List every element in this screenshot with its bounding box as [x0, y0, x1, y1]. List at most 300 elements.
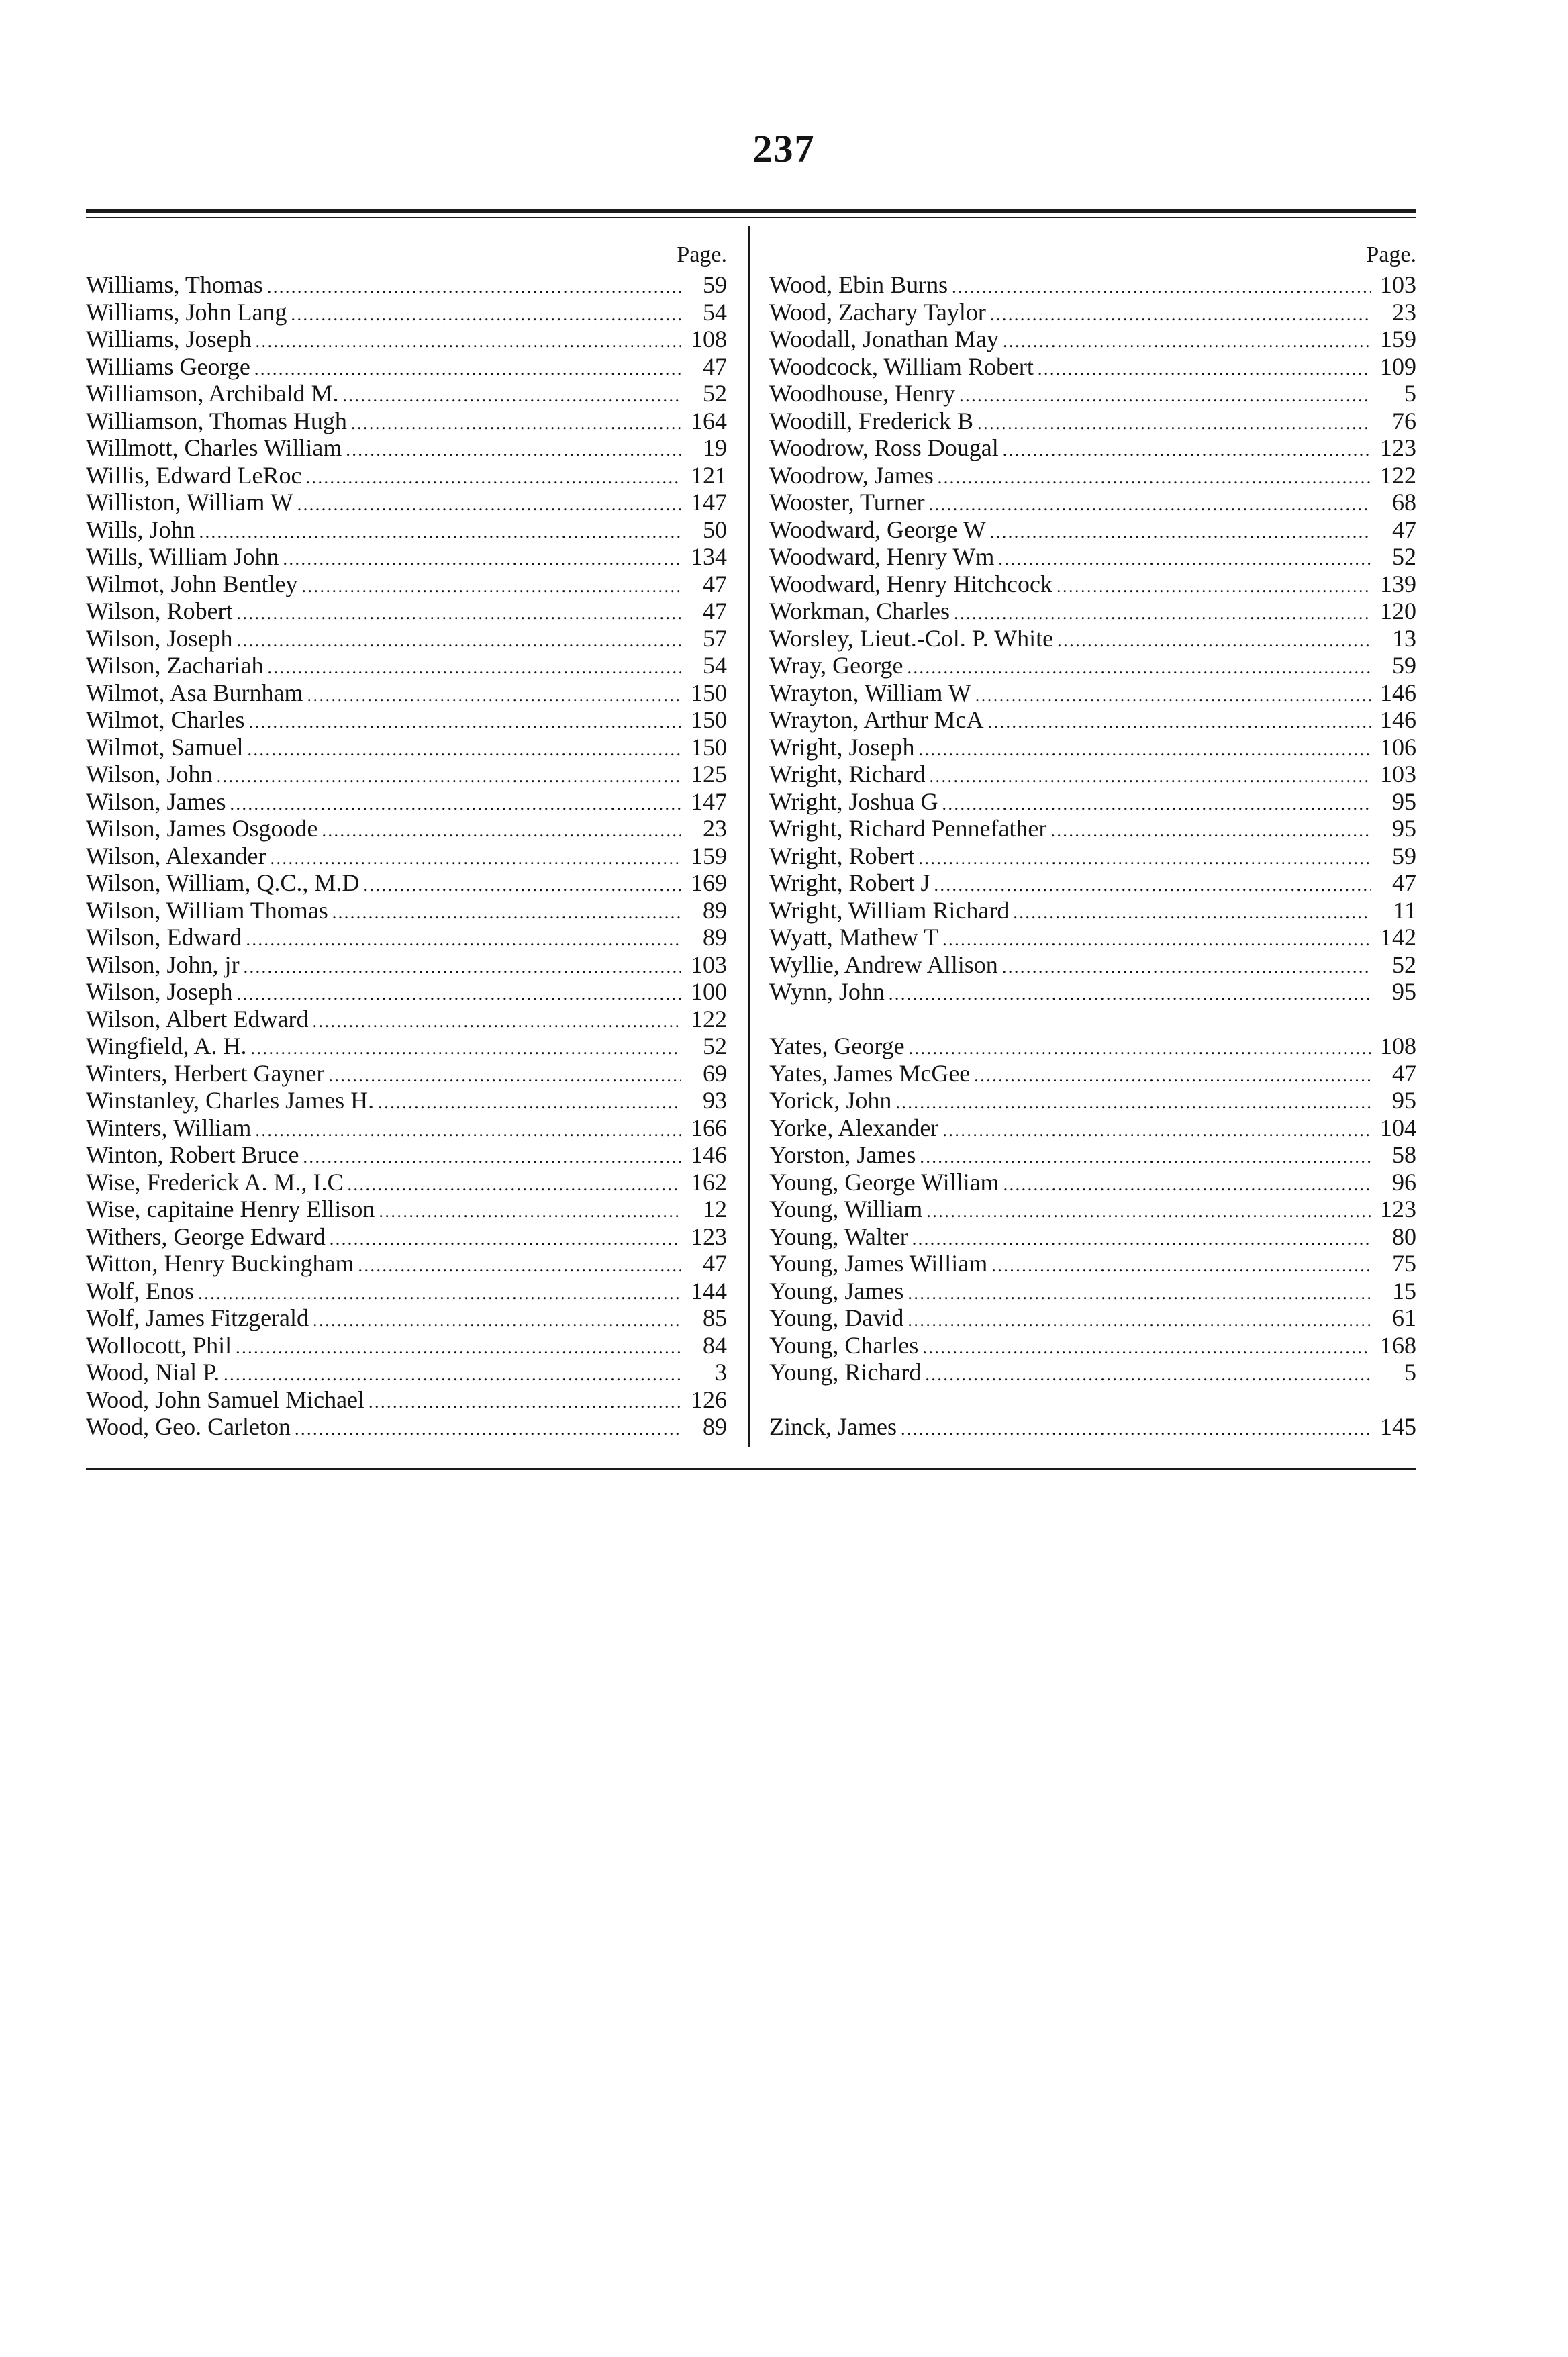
entry-name: Zinck, James [769, 1413, 897, 1440]
entry-name: Yorick, John [769, 1087, 892, 1114]
dot-leader [248, 734, 681, 761]
entry-page-number: 3 [715, 1359, 727, 1386]
right-entry-list-w [769, 271, 1416, 1006]
entry-name: Wollocott, Phil [86, 1331, 232, 1359]
index-entry [769, 1250, 1416, 1278]
entry-page-number: 104 [1380, 1114, 1416, 1141]
index-entry [86, 843, 727, 870]
dot-leader [249, 706, 681, 734]
index-entry [769, 815, 1416, 843]
entry-page-number: 123 [1380, 434, 1416, 461]
entry-name: Wilson, Joseph [86, 624, 233, 652]
dot-leader [909, 1032, 1371, 1060]
dot-leader [256, 326, 681, 353]
entry-page-number: 54 [703, 652, 727, 679]
entry-name: Wise, capitaine Henry Ellison [86, 1196, 375, 1222]
entry-name: Wilmot, John Bentley [86, 570, 298, 597]
index-entry [769, 788, 1416, 816]
entry-page-number: 89 [703, 896, 727, 924]
entry-page-number: 12 [703, 1196, 727, 1222]
entry-name: Wills, William John [86, 543, 279, 570]
index-entry [769, 1359, 1416, 1386]
index-entry [86, 897, 727, 924]
index-entry [769, 652, 1416, 679]
dot-leader [1050, 815, 1371, 843]
index-entry [769, 1223, 1416, 1251]
entry-page-number: 146 [1380, 706, 1416, 733]
dot-leader [217, 761, 681, 788]
right-entry-list-y [769, 1032, 1416, 1386]
index-entry [769, 1114, 1416, 1142]
entry-name: Williams George [86, 352, 250, 380]
dot-leader [358, 1250, 681, 1278]
entry-name: Young, Charles [769, 1331, 919, 1359]
entry-page-number: 122 [691, 1005, 727, 1032]
entry-page-number: 95 [1392, 815, 1416, 842]
index-entry [86, 625, 727, 653]
entry-name: Wilmot, Samuel [86, 733, 244, 761]
dot-leader [929, 489, 1371, 516]
index-entry [769, 299, 1416, 326]
left-index-column [86, 239, 727, 1441]
entry-name: Young, David [769, 1304, 904, 1331]
entry-page-number: 150 [691, 706, 727, 733]
entry-page-number: 52 [1392, 543, 1416, 570]
entry-page-number: 126 [691, 1386, 727, 1413]
entry-page-number: 159 [1380, 326, 1416, 352]
index-entry [86, 1332, 727, 1359]
index-entry [86, 1250, 727, 1278]
entry-name: Yates, James McGee [769, 1059, 971, 1087]
entry-page-number: 11 [1393, 896, 1416, 924]
entry-page-number: 146 [1380, 679, 1416, 706]
dot-leader [363, 869, 681, 897]
index-entry [769, 1304, 1416, 1332]
index-entry [769, 407, 1416, 435]
dot-leader [922, 1332, 1371, 1359]
index-entry [86, 380, 727, 407]
dot-leader [895, 1087, 1371, 1114]
entry-name: Wood, John Samuel Michael [86, 1386, 365, 1413]
index-entry [86, 869, 727, 897]
index-entry [86, 978, 727, 1006]
entry-name: Winters, William [86, 1114, 252, 1141]
entry-name: Young, James [769, 1277, 904, 1304]
dot-leader [942, 1114, 1371, 1142]
index-entry [86, 1060, 727, 1088]
dot-leader [954, 597, 1371, 625]
dot-leader [998, 543, 1371, 571]
entry-page-number: 47 [1392, 869, 1416, 896]
dot-leader [1057, 571, 1371, 598]
entry-page-number: 47 [1392, 516, 1416, 543]
entry-page-number: 80 [1392, 1222, 1416, 1250]
index-entry [86, 1141, 727, 1169]
index-entry [86, 271, 727, 299]
dot-leader [254, 353, 681, 381]
index-entry [769, 1196, 1416, 1223]
entry-page-number: 84 [703, 1331, 727, 1359]
dot-leader [291, 299, 681, 326]
entry-name: Yorke, Alexander [769, 1114, 939, 1141]
entry-name: Young, George William [769, 1168, 999, 1196]
index-entry [86, 1114, 727, 1142]
dot-leader [328, 1060, 681, 1088]
index-entry [86, 407, 727, 435]
dot-leader [271, 843, 682, 870]
index-entry [769, 625, 1416, 653]
index-entry [769, 1332, 1416, 1359]
dot-leader [322, 815, 681, 843]
entry-page-number: 122 [1380, 461, 1416, 489]
entry-page-number: 57 [703, 624, 727, 652]
entry-name: Wood, Geo. Carleton [86, 1413, 291, 1440]
dot-leader [237, 625, 681, 653]
dot-leader [255, 1114, 681, 1142]
index-entry [769, 897, 1416, 924]
dot-leader [330, 1223, 681, 1251]
dot-leader [283, 543, 681, 571]
dot-leader [942, 924, 1371, 951]
index-entry [769, 1141, 1416, 1169]
entry-name: Wrayton, William W [769, 679, 971, 706]
dot-leader [925, 1359, 1371, 1386]
dot-leader [991, 1250, 1371, 1278]
index-entry [86, 1278, 727, 1305]
dot-leader [267, 652, 681, 679]
entry-name: Wyatt, Mathew T [769, 924, 939, 951]
dot-leader [230, 788, 681, 816]
index-entry [86, 462, 727, 489]
entry-name: Wilson, Edward [86, 924, 242, 951]
dot-leader [307, 679, 681, 707]
dot-leader [907, 652, 1371, 679]
entry-name: Williamson, Thomas Hugh [86, 407, 347, 434]
dot-leader [901, 1413, 1371, 1441]
entry-page-number: 144 [691, 1277, 727, 1304]
entry-name: Yorston, James [769, 1141, 916, 1168]
entry-name: Wolf, Enos [86, 1277, 195, 1304]
entry-name: Wilmot, Charles [86, 706, 245, 733]
entry-name: Wyllie, Andrew Allison [769, 951, 998, 978]
entry-page-number: 47 [703, 597, 727, 624]
index-entry [86, 652, 727, 679]
index-entry [86, 489, 727, 516]
entry-name: Winters, Herbert Gayner [86, 1059, 325, 1087]
entry-name: Williams, Joseph [86, 326, 252, 352]
entry-name: Wood, Zachary Taylor [769, 298, 986, 326]
index-entry [769, 353, 1416, 381]
dot-leader [237, 597, 681, 625]
entry-name: Wright, Robert J [769, 869, 930, 896]
dot-leader [199, 516, 681, 544]
entry-name: Young, William [769, 1196, 923, 1222]
left-page-header: Page. [677, 242, 727, 267]
entry-page-number: 147 [691, 787, 727, 815]
entry-name: Woodrow, Ross Dougal [769, 434, 999, 461]
entry-page-number: 69 [703, 1059, 727, 1087]
entry-page-number: 89 [703, 1413, 727, 1440]
dot-leader [1057, 625, 1371, 653]
bottom-rule [86, 1468, 1416, 1470]
entry-name: Woodill, Frederick B [769, 407, 974, 434]
entry-name: Winton, Robert Bruce [86, 1141, 299, 1168]
entry-name: Workman, Charles [769, 597, 950, 624]
entry-page-number: 58 [1392, 1141, 1416, 1168]
dot-leader [267, 271, 681, 299]
dot-leader [369, 1386, 681, 1414]
entry-name: Woodrow, James [769, 461, 934, 489]
index-entry [769, 734, 1416, 761]
dot-leader [224, 1359, 681, 1386]
entry-name: Wilson, John [86, 761, 213, 787]
dot-leader [908, 1304, 1371, 1332]
entry-page-number: 96 [1392, 1168, 1416, 1196]
dot-leader [346, 434, 681, 462]
index-entry [86, 353, 727, 381]
entry-name: Woodall, Jonathan May [769, 326, 999, 352]
dot-leader [378, 1087, 681, 1114]
entry-name: Wray, George [769, 652, 903, 679]
index-entry [769, 706, 1416, 734]
entry-page-number: 47 [703, 352, 727, 380]
index-entry [769, 326, 1416, 353]
entry-page-number: 150 [691, 733, 727, 761]
index-entry [769, 489, 1416, 516]
entry-name: Wright, Richard [769, 761, 926, 787]
entry-name: Wood, Nial P. [86, 1359, 220, 1386]
dot-leader [912, 1223, 1371, 1251]
dot-leader [1003, 1169, 1371, 1196]
entry-page-number: 164 [691, 407, 727, 434]
entry-name: Wingfield, A. H. [86, 1032, 247, 1059]
entry-name: Wise, Frederick A. M., I.C [86, 1168, 344, 1196]
entry-name: Williston, William W [86, 489, 293, 516]
dot-leader [313, 1006, 682, 1033]
entry-page-number: 23 [1392, 298, 1416, 326]
entry-page-number: 85 [703, 1304, 727, 1331]
index-entry [86, 1223, 727, 1251]
entry-page-number: 50 [703, 516, 727, 543]
entry-name: Winstanley, Charles James H. [86, 1087, 375, 1114]
entry-page-number: 106 [1380, 733, 1416, 761]
entry-page-number: 166 [691, 1114, 727, 1141]
dot-leader [942, 788, 1371, 816]
entry-name: Wright, Robert [769, 842, 915, 869]
index-entry [86, 1386, 727, 1414]
dot-leader [237, 978, 681, 1006]
right-index-column [769, 239, 1416, 1441]
entry-name: Wilson, William, Q.C., M.D [86, 869, 360, 896]
group-spacer [769, 1386, 1416, 1414]
dot-leader [343, 380, 681, 407]
entry-page-number: 95 [1392, 1087, 1416, 1114]
index-entry [86, 326, 727, 353]
entry-page-number: 54 [703, 298, 727, 326]
entry-page-number: 100 [691, 978, 727, 1005]
entry-name: Worsley, Lieut.-Col. P. White [769, 624, 1054, 652]
dot-leader [295, 1413, 681, 1441]
index-entry [769, 516, 1416, 544]
entry-page-number: 123 [691, 1222, 727, 1250]
dot-leader [379, 1196, 681, 1223]
entry-page-number: 59 [1392, 842, 1416, 869]
dot-leader [974, 1060, 1371, 1088]
entry-name: Wilson, Alexander [86, 842, 266, 869]
index-entry [86, 299, 727, 326]
dot-leader [919, 843, 1371, 870]
entry-page-number: 121 [691, 461, 727, 489]
group-spacer [769, 1006, 1416, 1033]
index-entry [769, 434, 1416, 462]
index-entry [86, 597, 727, 625]
dot-leader [246, 924, 681, 951]
index-entry [86, 1087, 727, 1114]
entry-page-number: 168 [1380, 1331, 1416, 1359]
entry-page-number: 169 [691, 869, 727, 896]
index-entry [86, 571, 727, 598]
index-entry [86, 516, 727, 544]
index-entry [86, 543, 727, 571]
entry-page-number: 59 [703, 271, 727, 298]
entry-page-number: 162 [691, 1168, 727, 1196]
dot-leader [987, 706, 1371, 734]
entry-name: Wright, Richard Pennefather [769, 815, 1047, 842]
entry-page-number: 145 [1380, 1413, 1416, 1440]
dot-leader [351, 407, 681, 435]
dot-leader [930, 761, 1371, 788]
index-entry [769, 1060, 1416, 1088]
dot-leader [302, 571, 681, 598]
entry-page-number: 103 [1380, 761, 1416, 787]
entry-name: Wilson, James Osgoode [86, 815, 318, 842]
entry-page-number: 120 [1380, 597, 1416, 624]
entry-page-number: 89 [703, 924, 727, 951]
dot-leader [934, 869, 1371, 897]
index-entry [86, 1032, 727, 1060]
entry-name: Wood, Ebin Burns [769, 271, 948, 298]
index-entry [769, 679, 1416, 707]
entry-name: Wynn, John [769, 978, 885, 1005]
entry-name: Wright, William Richard [769, 896, 1010, 924]
index-entry [86, 761, 727, 788]
index-entry [769, 462, 1416, 489]
entry-name: Wooster, Turner [769, 489, 925, 516]
entry-page-number: 95 [1392, 978, 1416, 1005]
entry-name: Williamson, Archibald M. [86, 380, 339, 407]
entry-page-number: 59 [1392, 652, 1416, 679]
entry-page-number: 47 [1392, 1059, 1416, 1087]
index-entry [86, 1413, 727, 1441]
column-divider [748, 226, 750, 1447]
entry-page-number: 109 [1380, 352, 1416, 380]
top-rule-thin [86, 217, 1416, 218]
dot-leader [926, 1196, 1371, 1223]
dot-leader [236, 1332, 681, 1359]
entry-name: Woodhouse, Henry [769, 380, 956, 407]
entry-name: Wilson, Robert [86, 597, 233, 624]
index-entry [769, 597, 1416, 625]
dot-leader [251, 1032, 681, 1060]
index-entry [769, 543, 1416, 571]
dot-leader [1002, 951, 1371, 979]
index-entry [86, 1304, 727, 1332]
dot-leader [977, 407, 1371, 435]
entry-page-number: 13 [1392, 624, 1416, 652]
entry-name: Wilson, Albert Edward [86, 1005, 309, 1032]
dot-leader [975, 679, 1371, 707]
entry-name: Woodward, George W [769, 516, 986, 543]
entry-page-number: 123 [1380, 1196, 1416, 1222]
entry-name: Withers, George Edward [86, 1222, 326, 1250]
entry-name: Woodward, Henry Wm [769, 543, 995, 570]
entry-page-number: 19 [703, 434, 727, 461]
dot-leader [303, 1141, 681, 1169]
entry-name: Wilson, John, jr [86, 951, 240, 978]
entry-page-number: 68 [1392, 489, 1416, 516]
entry-name: Wilson, William Thomas [86, 896, 328, 924]
entry-name: Williams, John Lang [86, 298, 287, 326]
index-entry [769, 571, 1416, 598]
page-number: 237 [752, 127, 816, 171]
entry-page-number: 47 [703, 570, 727, 597]
entry-page-number: 150 [691, 679, 727, 706]
index-entry [769, 869, 1416, 897]
dot-leader [889, 978, 1371, 1006]
entry-page-number: 61 [1392, 1304, 1416, 1331]
dot-leader [313, 1304, 681, 1332]
index-entry [86, 924, 727, 951]
entry-name: Willmott, Charles William [86, 434, 342, 461]
entry-name: Willis, Edward LeRoc [86, 461, 302, 489]
index-entry [86, 815, 727, 843]
entry-page-number: 52 [1392, 951, 1416, 978]
entry-page-number: 146 [691, 1141, 727, 1168]
index-entry [86, 434, 727, 462]
entry-page-number: 108 [1380, 1032, 1416, 1059]
entry-page-number: 103 [691, 951, 727, 978]
entry-name: Wilson, Zachariah [86, 652, 264, 679]
entry-page-number: 47 [703, 1250, 727, 1277]
index-entry [769, 380, 1416, 407]
entry-name: Wright, Joseph [769, 733, 915, 761]
index-entry [769, 1413, 1416, 1441]
dot-leader [347, 1169, 681, 1196]
dot-leader [990, 516, 1371, 544]
index-entry [86, 1359, 727, 1386]
dot-leader [919, 734, 1371, 761]
dot-leader [990, 299, 1371, 326]
index-entry [86, 1169, 727, 1196]
index-entry [86, 679, 727, 707]
entry-name: Young, Walter [769, 1222, 908, 1250]
index-entry [86, 1006, 727, 1033]
entry-name: Wilson, James [86, 787, 226, 815]
entry-page-number: 93 [703, 1087, 727, 1114]
entry-page-number: 15 [1392, 1277, 1416, 1304]
index-entry [86, 951, 727, 979]
dot-leader [920, 1141, 1371, 1169]
top-rule [86, 209, 1416, 213]
entry-name: Yates, George [769, 1032, 905, 1059]
entry-page-number: 139 [1380, 570, 1416, 597]
right-entry-list-z [769, 1413, 1416, 1441]
index-entry [769, 271, 1416, 299]
entry-page-number: 76 [1392, 407, 1416, 434]
entry-name: Wilmot, Asa Burnham [86, 679, 303, 706]
index-entry [769, 978, 1416, 1006]
entry-page-number: 5 [1404, 380, 1416, 407]
